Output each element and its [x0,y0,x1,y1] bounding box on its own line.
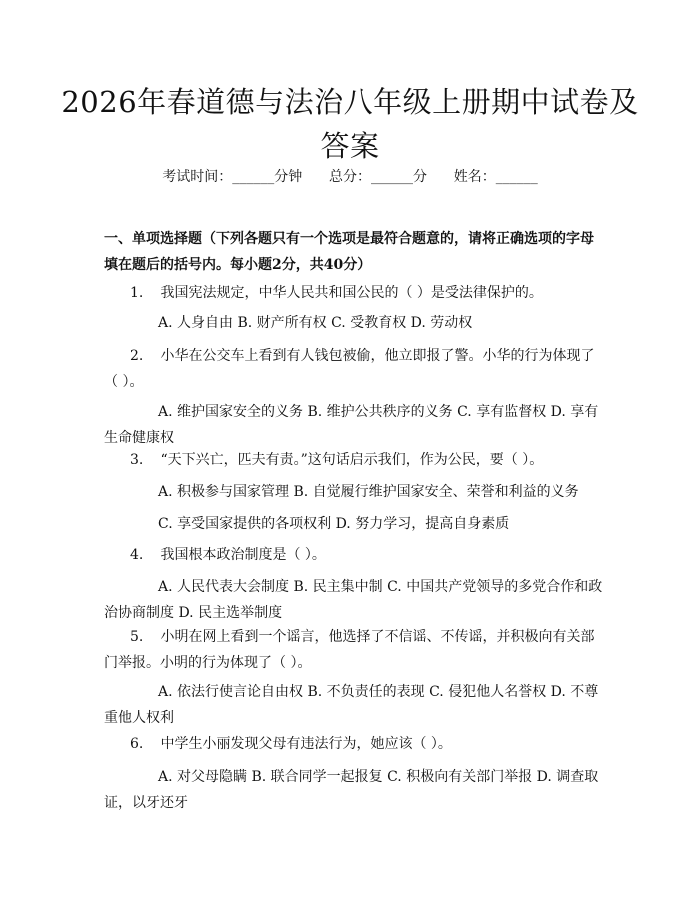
question-stem: 我国根本政治制度是（ ）。 [160,547,326,563]
question-stem: 小华在公交车上看到有人钱包被偷，他立即报了警。小华的行为体现了（ ）。 [104,348,595,390]
question-stem: 中学生小丽发现父母有违法行为，她应该（ ）。 [160,736,452,752]
question-3 [104,447,604,473]
question-number: 1. [130,285,144,301]
question-3-options-c: C. 享受国家提供的各项权利 D. 努力学习，提高自身素质 [158,516,510,532]
question-number: 2. [130,348,144,364]
question-stem: 小明在网上看到一个谣言，他选择了不信谣、不传谣，并积极向有关部门举报。小明的行为体现了（ ）。 [104,629,595,671]
question-2 [104,343,604,395]
question-4-options: A. 人民代表大会制度 B. 民主集中制 C. 中国共产党领导的多党合作和政治协商制度 D. 民主选举制度 [104,579,603,621]
question-4 [104,542,604,568]
question-number: 4. [130,547,144,563]
question-number: 5. [130,629,144,645]
question-1 [104,280,604,306]
question-number: 6. [130,736,144,752]
section-heading: 一、单项选择题（下列各题只有一个选项是最符合题意的，请将正确选项的字母填在题后的括号内。每小题2分，共40分） [104,231,594,273]
exam-info-line: 考试时间：______分钟 总分：______分 姓名：______ [162,169,538,185]
question-stem: “天下兴亡，匹夫有责。”这句话启示我们，作为公民，要（ ）。 [160,452,544,468]
question-6 [104,731,604,757]
question-stem: 我国宪法规定，中华人民共和国公民的（ ）是受法律保护的。 [160,285,543,301]
exam-title: 2026年春道德与法治八年级上册期中试卷及答案 [61,85,639,163]
question-5-options: A. 依法行使言论自由权 B. 不负责任的表现 C. 侵犯他人名誉权 D. 不尊重他人权利 [104,684,599,726]
question-1-options: A. 人身自由 B. 财产所有权 C. 受教育权 D. 劳动权 [158,315,473,331]
question-6-options: A. 对父母隐瞒 B. 联合同学一起报复 C. 积极向有关部门举报 D. 调查取证，以牙还牙 [104,769,599,811]
question-5 [104,624,604,676]
question-2-options: A. 维护国家安全的义务 B. 维护公共秩序的义务 C. 享有监督权 D. 享有生命健康权 [104,404,599,446]
question-3-options-a: A. 积极参与国家管理 B. 自觉履行维护国家安全、荣誉和利益的义务 [158,484,579,500]
question-number: 3. [130,452,144,468]
